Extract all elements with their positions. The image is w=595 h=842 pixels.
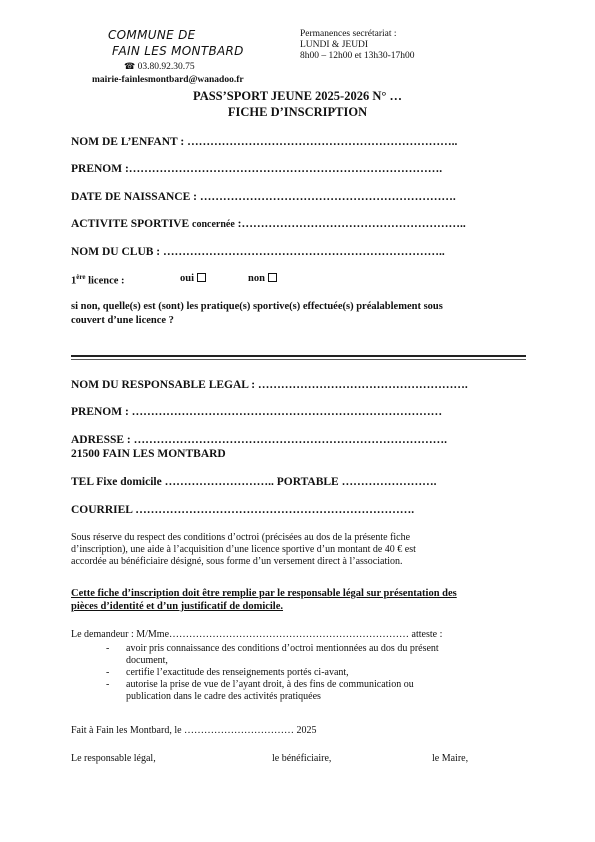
conditions-line-2: d’inscription), une aide à l’acquisition d’une licence sportive d’un montant de 40 € est bbox=[71, 544, 416, 555]
commune-name-line2: FAIN LES MONTBARD bbox=[112, 44, 244, 58]
attestation-item: - autorise la prise de vue de l’ayant droit, à des fins de communication ou bbox=[106, 679, 439, 691]
phone-line bbox=[124, 61, 195, 72]
permanences-block bbox=[300, 29, 415, 62]
notice-line-1: Cette fiche d’inscription doit être remplie par le responsable légal sur présentation des bbox=[71, 588, 457, 599]
licence-label-rest: licence : bbox=[85, 275, 125, 287]
guardian-firstname-field: PRENOM : ……………………………………………………………………… bbox=[71, 406, 443, 418]
address-city: 21500 FAIN LES MONTBARD bbox=[71, 448, 226, 460]
first-licence-row bbox=[71, 273, 125, 287]
previous-practice-question: si non, quelle(s) est (sont) les pratique(s) sportive(s) effectuée(s) préalablement sous bbox=[71, 301, 443, 312]
conditions-line-1: Sous réserve du respect des conditions d’octroi (précisées au dos de la présente fiche bbox=[71, 532, 411, 543]
activity-dots: :………………………………………………….. bbox=[234, 218, 466, 230]
licence-yes-checkbox[interactable] bbox=[197, 273, 206, 282]
activity-small-label: concernée bbox=[192, 219, 235, 230]
child-firstname-field: PRENOM :………………………………………………………………………. bbox=[71, 163, 443, 175]
attestation-item-continuation: publication dans le cadre des activités pratiquées bbox=[126, 691, 321, 702]
birthdate-field: DATE DE NAISSANCE : …………………………………………………………. bbox=[71, 191, 456, 203]
activity-label: ACTIVITE SPORTIVE bbox=[71, 218, 193, 230]
phone-field: TEL Fixe domicile ……………………….. PORTABLE ……………………. bbox=[71, 476, 437, 488]
notice-paragraph bbox=[71, 587, 457, 613]
notice-line-2: pièces d’identité et d’un justificatif de domicile. bbox=[71, 601, 284, 612]
signature-date-line: Fait à Fain les Montbard, le …………………………… 2025 bbox=[71, 725, 317, 736]
licence-no-checkbox[interactable] bbox=[268, 273, 277, 282]
telephone-icon: ☎ bbox=[124, 61, 136, 71]
licence-yes-option bbox=[180, 273, 206, 284]
commune-name-line1: COMMUNE DE bbox=[108, 28, 196, 42]
email-address: mairie-fainlesmontbard@wanadoo.fr bbox=[92, 75, 244, 85]
attestation-list bbox=[106, 643, 439, 703]
address-field: ADRESSE : ………………………………………………………………………. bbox=[71, 434, 448, 446]
licence-label: 1 bbox=[71, 275, 77, 287]
activity-field bbox=[71, 218, 466, 230]
attestation-item: - certifie l’exactitude des renseignements portés ci-avant, bbox=[106, 667, 439, 679]
attestation-item-continuation: document, bbox=[126, 655, 168, 666]
phone-number: 03.80.92.30.75 bbox=[137, 62, 195, 72]
permanences-title: Permanences secrétariat : bbox=[300, 29, 397, 39]
licence-sup: ère bbox=[76, 273, 86, 281]
attestation-intro: Le demandeur : M/Mme……………………………………………………………… atteste : bbox=[71, 629, 443, 640]
signature-guardian: Le responsable légal, bbox=[71, 753, 156, 764]
page-title: PASS’SPORT JEUNE 2025-2026 N° … bbox=[193, 89, 402, 103]
page-subtitle: FICHE D’INSCRIPTION bbox=[227, 105, 368, 119]
email-field: COURRIEL ………………………………………………………………. bbox=[71, 504, 415, 516]
section-divider bbox=[71, 355, 526, 357]
licence-yes-label: oui bbox=[180, 273, 195, 284]
attestation-item: - avoir pris connaissance des conditions d’octroi mentionnées au dos du présent bbox=[106, 643, 439, 655]
guardian-name-field: NOM DU RESPONSABLE LEGAL : ………………………………………………. bbox=[71, 379, 468, 391]
permanences-days: LUNDI & JEUDI bbox=[300, 40, 369, 50]
previous-practice-question-line2: couvert d’une licence ? bbox=[71, 315, 174, 326]
signature-beneficiary: le bénéficiaire, bbox=[272, 753, 332, 764]
section-divider-thin bbox=[71, 359, 526, 360]
child-name-field: NOM DE L’ENFANT : …………………………………………………………….. bbox=[71, 136, 458, 148]
club-field: NOM DU CLUB : ……………………………………………………………….. bbox=[71, 246, 445, 258]
signature-mayor: le Maire, bbox=[432, 753, 469, 764]
conditions-line-3: accordée au bénéficiaire désigné, sous forme d’un versement direct à l’association. bbox=[71, 556, 403, 567]
licence-no-option bbox=[248, 273, 277, 284]
conditions-paragraph bbox=[71, 532, 416, 568]
permanences-hours: 8h00 – 12h00 et 13h30-17h00 bbox=[300, 51, 415, 61]
licence-no-label: non bbox=[248, 273, 265, 284]
